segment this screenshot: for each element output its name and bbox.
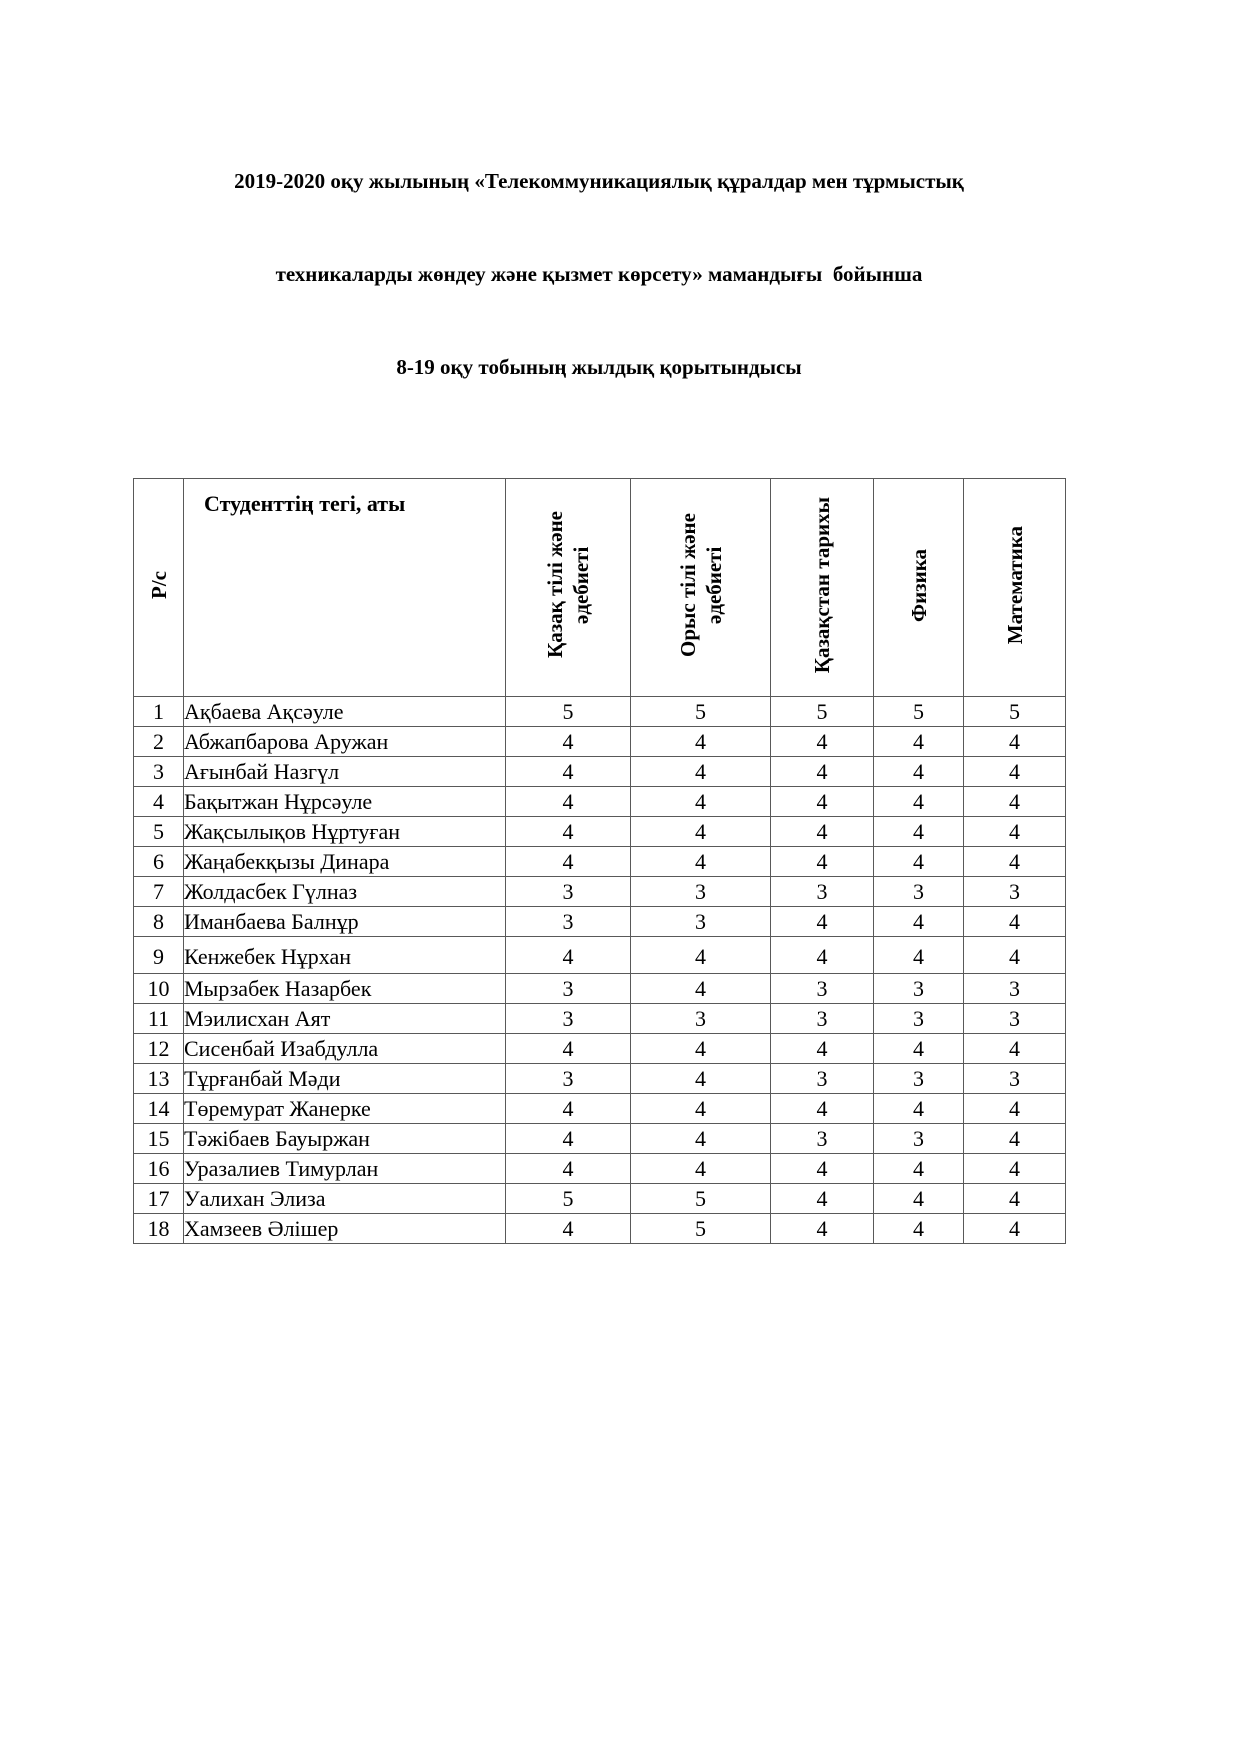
grade-cell: 3 [771, 974, 874, 1004]
grade-cell: 3 [964, 1004, 1066, 1034]
grade-cell: 4 [874, 1214, 964, 1244]
grade-cell: 4 [771, 1184, 874, 1214]
grade-cell: 5 [874, 697, 964, 727]
grade-cell: 3 [631, 877, 771, 907]
student-name-cell: Жолдасбек Гүлназ [184, 877, 506, 907]
grade-cell: 4 [506, 787, 631, 817]
table-row [134, 1184, 1066, 1214]
row-number-cell: 3 [134, 757, 184, 787]
header-cell-mathematics [964, 479, 1066, 697]
student-name-cell: Уразалиев Тимурлан [184, 1154, 506, 1184]
grade-cell: 3 [771, 1124, 874, 1154]
table-row [134, 847, 1066, 877]
student-name-cell: Кенжебек Нұрхан [184, 937, 506, 974]
title-line-1: 2019-2020 оқу жылының «Телекоммуникациялық құралдар мен тұрмыстық [234, 169, 964, 193]
grade-cell: 4 [964, 727, 1066, 757]
grade-cell: 5 [506, 697, 631, 727]
grade-cell: 3 [506, 1064, 631, 1094]
grade-cell: 3 [631, 907, 771, 937]
grade-cell: 4 [874, 1094, 964, 1124]
grade-cell: 5 [771, 697, 874, 727]
grade-cell: 5 [631, 1214, 771, 1244]
header-cell-russian-language [631, 479, 771, 697]
header-mathematics-label: Математика [1002, 525, 1027, 645]
grade-cell: 4 [964, 787, 1066, 817]
grade-cell: 4 [506, 1154, 631, 1184]
table-row [134, 1154, 1066, 1184]
grade-cell: 4 [874, 937, 964, 974]
row-number-cell: 1 [134, 697, 184, 727]
grade-cell: 4 [631, 787, 771, 817]
grade-cell: 3 [874, 1064, 964, 1094]
student-name-cell: Мэилисхан Аят [184, 1004, 506, 1034]
grade-cell: 4 [874, 757, 964, 787]
grade-cell: 4 [631, 1064, 771, 1094]
grade-cell: 4 [771, 1154, 874, 1184]
row-number-cell: 2 [134, 727, 184, 757]
grade-cell: 4 [631, 727, 771, 757]
grade-cell: 4 [771, 757, 874, 787]
grade-cell: 5 [506, 1184, 631, 1214]
row-number-cell: 14 [134, 1094, 184, 1124]
header-index-label: Р/с [146, 571, 171, 599]
grade-cell: 4 [771, 907, 874, 937]
grade-cell: 3 [771, 1064, 874, 1094]
grade-cell: 4 [506, 1124, 631, 1154]
header-physics-label: Физика [906, 548, 931, 622]
student-name-cell: Ағынбай Назгүл [184, 757, 506, 787]
table-row [134, 1034, 1066, 1064]
grade-cell: 4 [506, 817, 631, 847]
grade-cell: 4 [964, 1184, 1066, 1214]
grade-cell: 4 [506, 1094, 631, 1124]
grade-cell: 3 [631, 1004, 771, 1034]
grade-cell: 3 [874, 974, 964, 1004]
row-number-cell: 18 [134, 1214, 184, 1244]
student-name-cell: Тәжібаев Бауыржан [184, 1124, 506, 1154]
header-row [134, 479, 1066, 697]
row-number-cell: 6 [134, 847, 184, 877]
grade-cell: 3 [874, 1124, 964, 1154]
grade-cell: 4 [874, 787, 964, 817]
grade-cell: 5 [964, 697, 1066, 727]
grade-cell: 4 [631, 757, 771, 787]
grade-cell: 4 [631, 974, 771, 1004]
grade-cell: 4 [771, 787, 874, 817]
header-student-name-label: Студенттің тегі, аты [204, 491, 406, 516]
grade-cell: 4 [631, 1034, 771, 1064]
table-row [134, 974, 1066, 1004]
header-cell-physics [874, 479, 964, 697]
grade-cell: 4 [964, 937, 1066, 974]
grade-cell: 3 [874, 877, 964, 907]
table-row [134, 697, 1066, 727]
student-name-cell: Иманбаева Балнұр [184, 907, 506, 937]
grade-cell: 4 [964, 1034, 1066, 1064]
row-number-cell: 13 [134, 1064, 184, 1094]
table-row [134, 787, 1066, 817]
grade-cell: 4 [964, 1214, 1066, 1244]
grade-cell: 4 [771, 1094, 874, 1124]
grade-cell: 4 [506, 757, 631, 787]
row-number-cell: 15 [134, 1124, 184, 1154]
table-row [134, 1214, 1066, 1244]
grade-cell: 4 [631, 1154, 771, 1184]
grade-cell: 4 [964, 757, 1066, 787]
grade-cell: 4 [874, 907, 964, 937]
grade-cell: 3 [506, 877, 631, 907]
document-page [133, 104, 1065, 1244]
grade-cell: 4 [874, 817, 964, 847]
student-name-cell: Жақсылықов Нұртуған [184, 817, 506, 847]
grade-cell: 3 [771, 877, 874, 907]
student-name-cell: Жаңабекқызы Динара [184, 847, 506, 877]
table-row [134, 817, 1066, 847]
row-number-cell: 17 [134, 1184, 184, 1214]
grade-cell: 4 [506, 1214, 631, 1244]
grade-cell: 4 [631, 1094, 771, 1124]
header-cell-kazakh-language [506, 479, 631, 697]
grade-cell: 3 [964, 1064, 1066, 1094]
title-line-3: 8-19 оқу тобының жылдық қорытындысы [396, 355, 802, 379]
student-name-cell: Абжапбарова Аружан [184, 727, 506, 757]
grade-cell: 3 [771, 1004, 874, 1034]
student-name-cell: Мырзабек Назарбек [184, 974, 506, 1004]
row-number-cell: 8 [134, 907, 184, 937]
student-name-cell: Уалихан Элиза [184, 1184, 506, 1214]
grade-cell: 5 [631, 1184, 771, 1214]
grade-cell: 4 [506, 1034, 631, 1064]
grade-cell: 4 [874, 1184, 964, 1214]
grade-cell: 4 [964, 817, 1066, 847]
grade-cell: 4 [874, 1154, 964, 1184]
table-row [134, 907, 1066, 937]
grade-cell: 4 [631, 937, 771, 974]
grade-cell: 4 [771, 1214, 874, 1244]
grade-cell: 4 [964, 847, 1066, 877]
student-name-cell: Ақбаева Ақсәуле [184, 697, 506, 727]
table-row [134, 1094, 1066, 1124]
header-kazakh-language-label: Қазақ тілі және әдебиеті [543, 511, 593, 659]
header-russian-language-label: Орыс тілі және әдебиеті [675, 513, 726, 657]
grade-cell: 3 [506, 1004, 631, 1034]
table-row [134, 877, 1066, 907]
grade-cell: 4 [771, 1034, 874, 1064]
header-cell-kazakhstan-history [771, 479, 874, 697]
grade-cell: 4 [506, 727, 631, 757]
row-number-cell: 7 [134, 877, 184, 907]
student-name-cell: Сисенбай Изабдулла [184, 1034, 506, 1064]
row-number-cell: 12 [134, 1034, 184, 1064]
table-row [134, 757, 1066, 787]
student-name-cell: Хамзеев Әлішер [184, 1214, 506, 1244]
grade-cell: 4 [874, 1034, 964, 1064]
grade-cell: 3 [506, 974, 631, 1004]
row-number-cell: 16 [134, 1154, 184, 1184]
header-cell-index [134, 479, 184, 697]
grade-cell: 4 [771, 817, 874, 847]
grade-cell: 4 [631, 847, 771, 877]
grade-cell: 5 [631, 697, 771, 727]
grade-cell: 4 [771, 847, 874, 877]
table-row [134, 1124, 1066, 1154]
grade-cell: 4 [506, 937, 631, 974]
row-number-cell: 4 [134, 787, 184, 817]
grades-table [133, 478, 1066, 1244]
grade-cell: 3 [964, 974, 1066, 1004]
grade-cell: 4 [964, 1124, 1066, 1154]
grade-cell: 4 [964, 907, 1066, 937]
grade-cell: 4 [964, 1094, 1066, 1124]
grade-cell: 4 [771, 937, 874, 974]
grade-cell: 4 [874, 727, 964, 757]
document-title [133, 104, 1065, 445]
grade-cell: 3 [874, 1004, 964, 1034]
grade-cell: 4 [771, 727, 874, 757]
row-number-cell: 5 [134, 817, 184, 847]
grade-cell: 4 [631, 817, 771, 847]
row-number-cell: 10 [134, 974, 184, 1004]
row-number-cell: 9 [134, 937, 184, 974]
table-row [134, 1004, 1066, 1034]
student-name-cell: Тұрғанбай Мәди [184, 1064, 506, 1094]
grade-cell: 4 [964, 1154, 1066, 1184]
student-name-cell: Төремурат Жанерке [184, 1094, 506, 1124]
grade-cell: 3 [506, 907, 631, 937]
table-row [134, 937, 1066, 974]
grade-cell: 3 [964, 877, 1066, 907]
row-number-cell: 11 [134, 1004, 184, 1034]
grades-table-header [134, 479, 1066, 697]
title-line-2: техникаларды жөндеу және қызмет көрсету» мамандығы бойынша [275, 262, 923, 286]
grade-cell: 4 [506, 847, 631, 877]
header-cell-student-name [184, 479, 506, 697]
grade-cell: 4 [874, 847, 964, 877]
grades-table-body [134, 697, 1066, 1244]
table-row [134, 1064, 1066, 1094]
student-name-cell: Бақытжан Нұрсәуле [184, 787, 506, 817]
header-kazakhstan-history-label: Қазақстан тарихы [810, 496, 834, 674]
grade-cell: 4 [631, 1124, 771, 1154]
table-row [134, 727, 1066, 757]
